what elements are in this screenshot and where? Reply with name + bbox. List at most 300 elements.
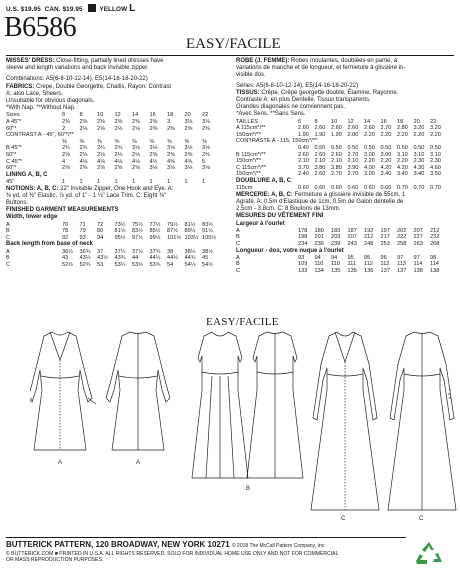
row-label: B bbox=[236, 261, 240, 268]
size-value-cell: 3.00 bbox=[380, 151, 392, 158]
size-value-cell: 3⅛ bbox=[202, 145, 210, 152]
size-value-cell: 95½ bbox=[114, 234, 126, 241]
size-value-cell: 71 bbox=[79, 221, 86, 228]
size-value-cell: 0.40 bbox=[298, 145, 309, 151]
size-value-cell: 187 bbox=[347, 227, 357, 234]
size-value-cell: 2¾ bbox=[114, 145, 123, 152]
measurement-row bbox=[6, 145, 220, 152]
size-value-cell: 78 bbox=[62, 228, 69, 235]
size-value-cell: 1.90 bbox=[298, 131, 309, 138]
en-fabrics-line: A: also Lace, Sheers. bbox=[6, 90, 64, 97]
size-value-cell: 0.50 bbox=[413, 145, 425, 151]
size-value-cell: 94 bbox=[331, 254, 338, 261]
color-swatch bbox=[88, 4, 96, 12]
fr-lining-title: DOUBLURE A, B, C bbox=[236, 177, 292, 184]
measurement-row bbox=[6, 159, 220, 166]
size-value-cell: 2⅛ bbox=[132, 125, 140, 132]
size-value-cell: 192 bbox=[364, 227, 374, 234]
size-value-cell: 54½ bbox=[202, 261, 213, 268]
size-value-cell: 3⅛ bbox=[202, 119, 210, 126]
size-value-cell: 0.60 bbox=[347, 185, 359, 192]
measurement-row bbox=[236, 138, 447, 145]
size-value-cell: 2.70 bbox=[347, 151, 359, 158]
size-value-cell: 2⅛ bbox=[132, 151, 140, 158]
fr-nap-note: *Avec Sens. **Sans Sens. bbox=[236, 111, 306, 118]
fr-notions-line: Agrafe. A: 0.5m d'Elastique de 1cm, 0.5m de Galon dentelle de bbox=[236, 198, 404, 205]
size-value-cell: 93 bbox=[79, 234, 86, 241]
size-value-cell: 72 bbox=[97, 221, 104, 228]
size-value-cell: 248 bbox=[364, 240, 374, 247]
fr-lining-table bbox=[236, 185, 447, 192]
size-value-cell: 3⅛ bbox=[132, 145, 140, 152]
measurement-row bbox=[6, 249, 220, 256]
size-value-cell: 44¾ bbox=[184, 255, 196, 262]
size-value-cell: 53½ bbox=[132, 261, 143, 268]
size-header-cell: 12 bbox=[347, 118, 354, 125]
row-label: CONTRASTE A - 115, 150cm*/** bbox=[236, 138, 318, 145]
dress-c-front-drawing bbox=[311, 332, 379, 510]
size-value-cell: 180 bbox=[314, 227, 324, 234]
size-value-cell: 2.70 bbox=[347, 171, 359, 178]
size-value-cell: 97 bbox=[397, 254, 404, 261]
size-value-cell: 4.00 bbox=[364, 164, 375, 171]
size-value-cell: 3.40 bbox=[397, 171, 408, 178]
size-value-cell: 3⅛ bbox=[149, 145, 158, 152]
en-fabrics-title: FABRICS: bbox=[6, 83, 35, 90]
difficulty-label: EASY/FACILE bbox=[186, 36, 281, 52]
size-value-cell: 2⅜ bbox=[149, 151, 158, 158]
size-value-cell: 43 bbox=[62, 255, 69, 262]
size-value-cell: 263 bbox=[413, 240, 423, 247]
size-value-cell: 0.50 bbox=[347, 145, 359, 151]
size-value-cell: 232 bbox=[430, 234, 440, 241]
size-value-cell: 2.20 bbox=[364, 158, 375, 165]
size-value-cell: 1.90 bbox=[314, 131, 326, 138]
size-value-cell: 2.10 bbox=[314, 158, 326, 165]
size-value-cell: 137 bbox=[380, 267, 390, 274]
size-value-cell: 2.60 bbox=[347, 125, 359, 132]
size-value-cell: 2.30 bbox=[413, 158, 425, 165]
row-label: A bbox=[6, 221, 10, 228]
size-value-cell: 91½ bbox=[202, 228, 213, 235]
size-value-cell: 53¼ bbox=[114, 261, 126, 268]
size-value-cell: 4.60 bbox=[430, 164, 441, 171]
row-label: 60"* bbox=[6, 165, 17, 172]
size-value-cell: 1 bbox=[114, 178, 118, 185]
size-value-cell: 79 bbox=[79, 228, 86, 235]
size-value-cell: 0.50 bbox=[397, 145, 408, 151]
en-notions-line: Buttons. bbox=[6, 199, 29, 206]
size-value-cell: 3.00 bbox=[364, 151, 375, 158]
size-value-cell: 2.60 bbox=[298, 151, 309, 158]
footer-legal bbox=[6, 551, 338, 563]
size-value-cell: 2.20 bbox=[364, 131, 375, 138]
size-value-cell: 2.10 bbox=[331, 158, 342, 165]
size-value-cell: 2⅝ bbox=[97, 165, 105, 172]
en-notions-title: NOTIONS: A, B, C: bbox=[6, 185, 59, 192]
size-value-cell: 2.20 bbox=[380, 131, 392, 138]
size-value-cell: 1 bbox=[97, 178, 101, 185]
price-us: U.S. $19.95 bbox=[6, 6, 41, 13]
size-value-cell: 2¾ bbox=[97, 145, 105, 152]
size-value-cell: 2.30 bbox=[430, 158, 441, 165]
size-value-cell: 0.60 bbox=[331, 185, 342, 192]
size-value-cell: 2⅛ bbox=[114, 151, 123, 158]
measurement-row bbox=[236, 234, 447, 241]
size-value-cell: 198 bbox=[298, 234, 308, 241]
size-value-cell: 2.80 bbox=[397, 125, 408, 132]
price-can: CAN. $19.95 bbox=[44, 6, 83, 13]
size-value-cell: 258 bbox=[397, 240, 407, 247]
size-value-cell: 3⅛ bbox=[184, 165, 193, 172]
size-value-cell: 197 bbox=[380, 227, 390, 234]
size-value-cell: 2⅜ bbox=[167, 125, 175, 132]
size-value-cell: 1 bbox=[167, 178, 171, 185]
size-value-cell: 207 bbox=[413, 227, 423, 234]
size-value-cell: 2⅛ bbox=[79, 125, 88, 132]
size-value-cell: 93 bbox=[298, 254, 305, 261]
size-header-cell: 6 bbox=[298, 118, 302, 125]
size-value-cell: ⅜ bbox=[97, 138, 102, 145]
size-value-cell: 3⅛ bbox=[184, 145, 193, 152]
size-value-cell: 75½ bbox=[132, 221, 143, 228]
size-value-cell: 0.70 bbox=[413, 185, 425, 192]
en-nap-note: *With Nap. **Without Nap. bbox=[6, 105, 76, 112]
size-value-cell: 1 bbox=[149, 178, 153, 185]
size-value-cell: 83½ bbox=[132, 228, 143, 235]
size-value-cell: 3⅛ bbox=[184, 119, 193, 126]
row-label: 115cm bbox=[236, 185, 253, 192]
size-value-cell: 4½ bbox=[149, 158, 158, 165]
size-value-cell: 0.50 bbox=[364, 145, 375, 151]
size-value-cell: 0.50 bbox=[331, 145, 342, 151]
row-label: 60"* bbox=[6, 125, 17, 132]
measurement-row bbox=[236, 228, 447, 235]
measurement-row bbox=[236, 261, 447, 268]
size-value-cell: 1 bbox=[202, 178, 206, 185]
measurement-row bbox=[6, 132, 220, 139]
fr-yardage-table bbox=[236, 119, 447, 178]
size-value-cell: ⅜ bbox=[132, 138, 137, 145]
measurement-row bbox=[6, 228, 220, 235]
size-value-cell: 2.60 bbox=[298, 125, 309, 132]
measurement-row bbox=[236, 165, 447, 172]
size-value-cell: 113 bbox=[397, 261, 406, 268]
fr-width-table bbox=[236, 228, 447, 248]
row-label: C bbox=[6, 261, 11, 268]
fr-description-line: variations de manche et de longueur, et fermeture à glissière in- bbox=[236, 65, 406, 72]
size-value-cell: 36½ bbox=[62, 248, 73, 255]
en-back-label: Back length from base of neck bbox=[6, 241, 94, 248]
measurement-row bbox=[236, 125, 447, 132]
size-value-cell: 81½ bbox=[184, 221, 196, 228]
size-value-cell: 4.20 bbox=[380, 164, 392, 171]
en-width-label: Width, lower edge bbox=[6, 214, 58, 221]
size-header-cell: 16 bbox=[380, 118, 387, 125]
size-value-cell: 2⅝ bbox=[79, 165, 88, 172]
size-value-cell: 99½ bbox=[149, 234, 161, 241]
size-value-cell: 178 bbox=[298, 227, 308, 234]
size-header-cell: 14 bbox=[132, 112, 139, 119]
size-header-cell: 10 bbox=[97, 112, 104, 119]
size-value-cell: 105½ bbox=[202, 234, 216, 241]
size-value-cell: 2⅜ bbox=[184, 151, 193, 158]
fr-description-title: ROBE (J. FEMME): bbox=[236, 58, 290, 64]
en-combinations: Combinations: A5(6-8-10-12-14), E5(14-16-18-20-22) bbox=[6, 76, 148, 83]
size-value-cell: 97 bbox=[413, 254, 420, 261]
size-value-cell: 80 bbox=[97, 228, 104, 235]
size-value-cell: 2⅜ bbox=[79, 119, 88, 126]
size-value-cell: 1.90 bbox=[331, 131, 342, 138]
size-value-cell: 1 bbox=[79, 178, 83, 185]
measurement-row bbox=[6, 139, 220, 146]
size-value-cell: 4⅛ bbox=[132, 158, 140, 165]
size-header-cell: 22 bbox=[202, 112, 209, 119]
size-value-cell: 97½ bbox=[132, 234, 143, 241]
size-value-cell: 4⅝ bbox=[184, 158, 193, 165]
size-value-cell: 138 bbox=[413, 267, 423, 274]
en-back-table bbox=[6, 249, 220, 269]
row-label: A 115cm*/** bbox=[236, 125, 266, 132]
en-description-title: MISSES' DRESS: bbox=[6, 58, 55, 64]
view-label-a-front: A bbox=[58, 460, 63, 466]
en-unsuitable: Unsuitable for obvious diagonals. bbox=[6, 98, 95, 105]
size-value-cell: 268 bbox=[430, 240, 440, 247]
row-label: A bbox=[6, 248, 10, 255]
size-value-cell: 37½ bbox=[132, 248, 143, 255]
row-label: C 115cm*/** bbox=[236, 164, 267, 171]
size-value-cell: 45 bbox=[202, 255, 209, 262]
size-value-cell: 3⅛ bbox=[167, 145, 175, 152]
row-label: B bbox=[6, 228, 10, 235]
size-value-cell: 103½ bbox=[184, 234, 199, 241]
size-value-cell: 3.20 bbox=[430, 125, 441, 132]
measurement-row bbox=[6, 126, 220, 133]
size-value-cell: 227 bbox=[413, 234, 423, 241]
size-value-cell: 0.50 bbox=[430, 145, 441, 151]
measurement-row bbox=[6, 179, 220, 186]
size-header-cell: 14 bbox=[364, 118, 371, 125]
size-value-cell: 3.00 bbox=[364, 171, 375, 178]
size-value-cell: 110 bbox=[314, 261, 324, 268]
size-value-cell: 207 bbox=[347, 234, 357, 241]
sizes-label: TAILLES bbox=[236, 118, 258, 125]
en-lining-table bbox=[6, 179, 220, 186]
view-label-a-back: A bbox=[136, 460, 141, 466]
size-value-cell: 37¼ bbox=[114, 248, 126, 255]
fr-finished-heading: MESURES DU VÊTEMENT FINI bbox=[236, 213, 324, 220]
size-value-cell: 43½ bbox=[97, 255, 108, 262]
size-value-cell: 0.70 bbox=[397, 185, 408, 192]
dress-a-back-drawing bbox=[106, 332, 170, 450]
size-value-cell: 2⅛ bbox=[97, 125, 105, 132]
size-value-cell: 73½ bbox=[114, 221, 126, 228]
size-value-cell: 217 bbox=[380, 234, 390, 241]
size-value-cell: 2.60 bbox=[331, 125, 342, 132]
row-label: B 115cm*/** bbox=[236, 151, 266, 158]
size-value-cell: 4.20 bbox=[397, 164, 408, 171]
row-label bbox=[236, 145, 298, 152]
size-value-cell: 3.10 bbox=[397, 151, 408, 158]
size-value-cell: 0.50 bbox=[314, 145, 326, 151]
difficulty-label-mid: EASY/FACILE bbox=[206, 316, 279, 328]
fr-back-table bbox=[236, 255, 447, 275]
fr-notions-line: 2.5cm - 3.8cm. C: 8 Boutons de 13mm. bbox=[236, 206, 341, 213]
fr-series: Séries: A5(6-8-10-12-14), E5(14-16-18-20-22) bbox=[236, 82, 359, 89]
dress-b-back-drawing bbox=[247, 332, 303, 478]
size-value-cell: 95 bbox=[364, 254, 371, 261]
measurement-row bbox=[236, 158, 447, 165]
size-value-cell: 96 bbox=[380, 254, 387, 261]
measurement-row bbox=[6, 119, 220, 126]
row-label: A bbox=[236, 227, 240, 234]
garment-illustrations bbox=[30, 320, 460, 525]
size-value-cell: 212 bbox=[430, 227, 440, 234]
french-column bbox=[236, 58, 456, 275]
size-value-cell: 3.10 bbox=[430, 151, 441, 158]
size-value-cell: 135 bbox=[347, 267, 357, 274]
size-header-cell: 12 bbox=[114, 112, 121, 119]
size-value-cell: 2.20 bbox=[397, 158, 408, 165]
size-letter: L bbox=[129, 3, 136, 14]
row-label: C 45"* bbox=[6, 158, 22, 165]
sizes-header-row bbox=[236, 119, 447, 126]
size-value-cell: 36¾ bbox=[79, 248, 91, 255]
size-value-cell: 5 bbox=[202, 158, 206, 165]
size-value-cell: 89½ bbox=[184, 228, 196, 235]
size-header-cell: 8 bbox=[314, 118, 318, 125]
size-value-cell: 2⅝ bbox=[114, 165, 123, 172]
size-value-cell: 3.40 bbox=[380, 171, 392, 178]
english-column bbox=[6, 58, 228, 268]
size-value-cell: 2 bbox=[62, 125, 66, 132]
size-value-cell: 2⅛ bbox=[62, 151, 70, 158]
size-value-cell: 243 bbox=[347, 240, 357, 247]
size-value-cell: 138 bbox=[430, 267, 440, 274]
sizes-label: Sizes bbox=[6, 112, 20, 119]
size-header-cell: 20 bbox=[413, 118, 420, 125]
size-value-cell: 110 bbox=[331, 261, 340, 268]
size-value-cell: ⅜ bbox=[114, 138, 120, 145]
size-value-cell: 0.60 bbox=[364, 185, 375, 192]
size-value-cell: 114 bbox=[430, 261, 439, 268]
size-value-cell: 79½ bbox=[167, 221, 178, 228]
size-value-cell: 3.80 bbox=[331, 164, 342, 171]
size-value-cell: 234 bbox=[298, 240, 308, 247]
size-value-cell: 83½ bbox=[202, 221, 213, 228]
size-value-cell: 2.70 bbox=[331, 171, 342, 178]
row-label: 150cm*/** bbox=[236, 171, 261, 178]
size-value-cell: 1 bbox=[62, 178, 66, 185]
fr-fabrics-title: TISSUS: bbox=[236, 89, 260, 96]
header-divider bbox=[6, 55, 454, 56]
size-value-cell: 133 bbox=[298, 267, 308, 274]
size-value-cell: 38¼ bbox=[184, 248, 196, 255]
measurement-row bbox=[6, 255, 220, 262]
size-value-cell: 2⅜ bbox=[97, 119, 105, 126]
size-value-cell: 253 bbox=[380, 240, 390, 247]
view-label-b: B bbox=[246, 486, 251, 492]
row-label: B 45"* bbox=[6, 145, 22, 152]
size-value-cell: ⅜ bbox=[149, 138, 155, 145]
measurement-row bbox=[236, 241, 447, 248]
size-value-cell: 1 bbox=[184, 178, 188, 185]
en-yardage-table bbox=[6, 112, 220, 171]
size-value-cell: 112 bbox=[364, 261, 373, 268]
size-header-cell: 18 bbox=[167, 112, 174, 119]
size-value-cell: 87½ bbox=[167, 228, 178, 235]
size-value-cell: 183 bbox=[331, 227, 341, 234]
size-value-cell: 137 bbox=[397, 267, 407, 274]
row-label: B bbox=[236, 234, 240, 241]
size-value-cell: 37¾ bbox=[149, 248, 161, 255]
row-label: C bbox=[6, 234, 11, 241]
size-value-cell: 44½ bbox=[167, 255, 178, 262]
size-value-cell: 2.10 bbox=[298, 158, 309, 165]
size-value-cell: 4 bbox=[62, 158, 66, 165]
fr-unsuitable: Grandes diagonales ne conviennent pas. bbox=[236, 104, 346, 111]
size-value-cell: 135 bbox=[331, 267, 341, 274]
size-value-cell: 3⅛ bbox=[167, 165, 175, 172]
size-value-cell: 4⅝ bbox=[167, 158, 175, 165]
en-description-line: sleeve and length variations and back invisible zipper. bbox=[6, 65, 149, 72]
size-value-cell: 94 bbox=[97, 234, 104, 241]
size-header-cell: 8 bbox=[79, 112, 83, 119]
measurement-row bbox=[6, 152, 220, 159]
size-value-cell: 2.70 bbox=[380, 125, 392, 132]
size-value-cell: ⅜ bbox=[79, 138, 85, 145]
fr-description-line: visible dos. bbox=[236, 72, 266, 79]
fr-fabrics-line: Crêpe, Crêpe georgette double, Étamine, Rayonne. bbox=[261, 89, 399, 96]
size-value-cell: 81½ bbox=[114, 228, 126, 235]
row-label: C bbox=[236, 240, 241, 247]
size-value-cell: 2⅛ bbox=[114, 125, 123, 132]
size-value-cell: 239 bbox=[331, 240, 341, 247]
size-header-cell: 10 bbox=[331, 118, 338, 125]
fr-back-label: Longueur - dos, votre nuque à l'ourlet bbox=[236, 247, 344, 254]
size-value-cell: 4⅛ bbox=[79, 158, 88, 165]
size-value-cell: 2.00 bbox=[347, 131, 359, 138]
size-value-cell: 2.20 bbox=[380, 158, 392, 165]
size-value-cell: 95 bbox=[347, 254, 354, 261]
pattern-number: B6586 bbox=[4, 12, 77, 43]
measurement-row bbox=[236, 171, 447, 178]
size-value-cell: 236 bbox=[314, 240, 324, 247]
en-fabrics-line: Crepe, Double Georgette, Challis, Rayon. Contrast bbox=[36, 83, 172, 90]
size-value-cell: 3⅛ bbox=[149, 165, 158, 172]
legal-line: OR MASS REPRODUCTION PURPOSES. bbox=[6, 557, 104, 563]
size-value-cell: 2.60 bbox=[314, 151, 326, 158]
fr-description-line: Robes moulantes, doublées en partie, à bbox=[291, 58, 398, 64]
size-value-cell: 2⅛ bbox=[79, 151, 88, 158]
measurement-row bbox=[236, 152, 447, 159]
dress-b-drawing bbox=[192, 332, 248, 478]
size-value-cell: 70 bbox=[62, 221, 69, 228]
size-value-cell: 3.20 bbox=[413, 125, 425, 132]
recycle-icon bbox=[414, 540, 444, 568]
measurement-row bbox=[236, 268, 447, 275]
row-label: C bbox=[236, 267, 241, 274]
size-value-cell: 0.70 bbox=[430, 185, 441, 192]
en-notions-line: 22" Invisible Zipper, One Hook and Eye. A: bbox=[60, 185, 174, 192]
size-value-cell: 101½ bbox=[167, 234, 181, 241]
size-value-cell: 2⅜ bbox=[149, 119, 158, 126]
en-notions-line: ⅜ yd. of ⅜" Elastic, ⅞ yd. of 1" - 1 ⅛" Lace Trim. C: Eight ⅜" bbox=[6, 192, 167, 199]
size-value-cell: 2.40 bbox=[298, 171, 309, 178]
size-value-cell: 4⅛ bbox=[97, 158, 105, 165]
size-value-cell: 2.20 bbox=[397, 131, 408, 138]
fr-fabrics-line: Contraste A: en plus Dentelle, Tissus transparents. bbox=[236, 97, 371, 104]
